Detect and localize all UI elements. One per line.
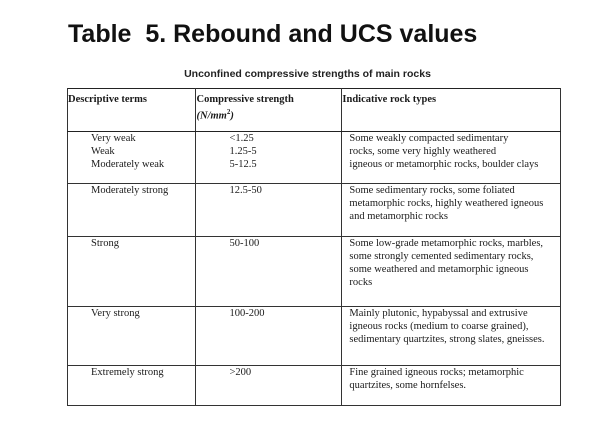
header-unit — [196, 106, 341, 123]
rock-type-text: sedimentary quartzites, strong slates, gneisses. — [349, 334, 545, 345]
table-caption: Unconfined compressive strengths of main rocks — [184, 68, 431, 80]
rock-type-text: some weathered and metamorphic igneous — [349, 264, 529, 275]
term-text: Weak — [91, 146, 115, 157]
header-descriptive-terms — [68, 89, 196, 132]
rock-type-text: quartzites, some hornfelses. — [349, 380, 467, 391]
header-compressive-strength-label: Compressive strength — [196, 94, 294, 105]
cell-terms — [68, 307, 196, 366]
rock-type-text: Some sedimentary rocks, some foliated — [349, 185, 515, 196]
header-indicative-rock-types-label: Indicative rock types — [342, 94, 437, 105]
cell-rock-types — [342, 366, 561, 406]
rock-type-text: rocks, some very highly weathered — [349, 146, 497, 157]
cell-rock-types — [342, 237, 561, 307]
header-unit-exponent: 2 — [226, 108, 231, 116]
rock-type-text: metamorphic rocks, highly weathered igneous — [349, 198, 544, 209]
rock-strength-table — [67, 88, 561, 406]
header-unit-text: (N/mm — [196, 110, 227, 122]
strength-value: <1.25 — [229, 133, 254, 144]
term-text: Very strong — [91, 308, 140, 319]
cell-terms — [68, 366, 196, 406]
cell-terms — [68, 184, 196, 237]
cell-strength — [196, 132, 342, 184]
cell-strength — [196, 366, 342, 406]
strength-value: 100-200 — [229, 308, 265, 319]
rock-type-text: some strongly cemented sedimentary rocks, — [349, 251, 534, 262]
rock-type-text: igneous or metamorphic rocks, boulder clays — [349, 159, 539, 170]
rock-type-text: Some weakly compacted sedimentary — [349, 133, 509, 144]
header-descriptive-terms-label: Descriptive terms — [68, 94, 148, 105]
term-text: Moderately strong — [91, 185, 169, 196]
header-indicative-rock-types — [342, 89, 561, 132]
rock-type-text: rocks — [349, 277, 373, 288]
strength-value: >200 — [229, 367, 252, 378]
strength-value: 12.5-50 — [229, 185, 262, 196]
table-header-row — [68, 89, 561, 132]
table-row — [68, 237, 561, 307]
cell-terms — [68, 237, 196, 307]
cell-terms — [68, 132, 196, 184]
rock-type-text: Mainly plutonic, hypabyssal and extrusive — [349, 308, 528, 319]
strength-value: 5-12.5 — [229, 159, 257, 170]
term-text: Extremely strong — [91, 367, 164, 378]
header-unit-close: ) — [230, 110, 234, 122]
cell-rock-types — [342, 307, 561, 366]
rock-type-text: Some low-grade metamorphic rocks, marbles, — [349, 238, 544, 249]
term-text: Very weak — [91, 133, 136, 144]
rock-type-text: and metamorphic rocks — [349, 211, 448, 222]
table-row — [68, 366, 561, 406]
page-title: Table 5. Rebound and UCS values — [68, 20, 478, 48]
cell-strength — [196, 307, 342, 366]
cell-strength — [196, 184, 342, 237]
cell-strength — [196, 237, 342, 307]
strength-value: 50-100 — [229, 238, 260, 249]
term-text: Moderately weak — [91, 159, 165, 170]
term-text: Strong — [91, 238, 120, 249]
header-compressive-strength — [196, 89, 342, 132]
cell-rock-types — [342, 184, 561, 237]
cell-rock-types — [342, 132, 561, 184]
table-row — [68, 132, 561, 184]
strength-value: 1.25-5 — [229, 146, 257, 157]
table-row — [68, 184, 561, 237]
table-row — [68, 307, 561, 366]
rock-type-text: Fine grained igneous rocks; metamorphic — [349, 367, 524, 378]
rock-type-text: igneous rocks (medium to coarse grained), — [349, 321, 529, 332]
